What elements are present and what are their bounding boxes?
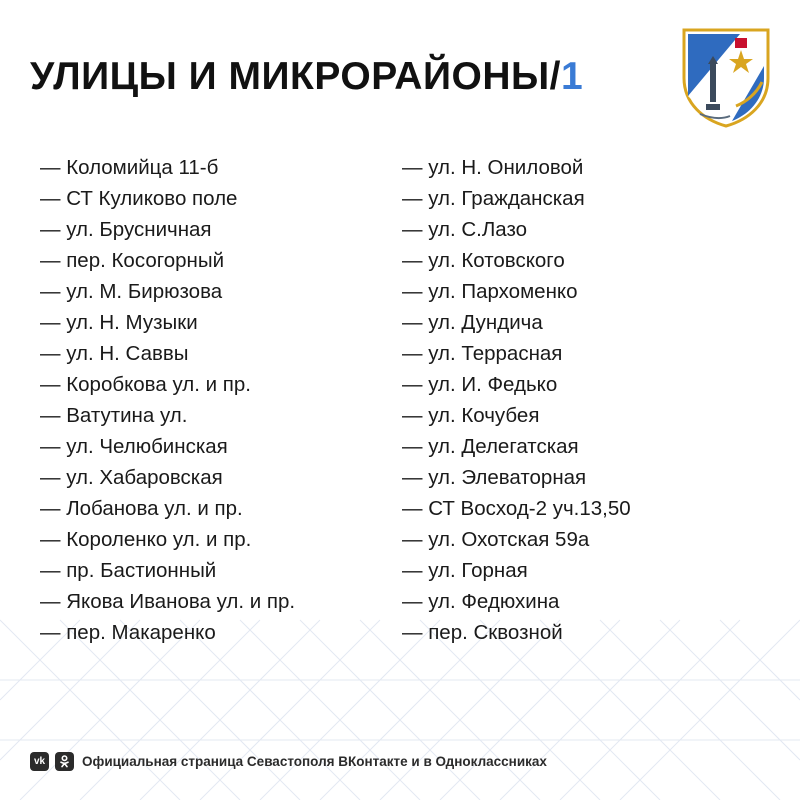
- list-item: — ул. Горная: [402, 559, 528, 582]
- street-list-right: [402, 152, 631, 648]
- list-item: — Коломийца 11-б: [40, 156, 219, 179]
- list-item: — ул. С.Лазо: [402, 218, 528, 241]
- list-item: — ул. Котовского: [402, 249, 565, 272]
- list-item: — ул. Делегатская: [402, 435, 579, 458]
- list-item: — Коробкова ул. и пр.: [40, 373, 251, 396]
- list-item: — ул. Н. Ониловой: [402, 156, 584, 179]
- list-item: — Короленко ул. и пр.: [40, 528, 252, 551]
- page-title: [30, 55, 583, 99]
- list-item: — ул. Охотская 59а: [402, 528, 590, 551]
- list-item: — СТ Восход-2 уч.13,50: [402, 497, 631, 520]
- street-list-left: [40, 152, 295, 648]
- list-item: — ул. Дундича: [402, 311, 543, 334]
- footer-text: Официальная страница Севастополя ВКонтакте и в Одноклассниках: [82, 753, 547, 769]
- list-item: — ул. Н. Музыки: [40, 311, 198, 334]
- list-item: — ул. Гражданская: [402, 187, 585, 210]
- list-item: — ул. М. Бирюзова: [40, 280, 223, 303]
- sevastopol-crest-logo: [680, 26, 772, 130]
- list-item: — пер. Сквозной: [402, 621, 563, 644]
- list-item: — Лобанова ул. и пр.: [40, 497, 243, 520]
- list-item: — пр. Бастионный: [40, 559, 217, 582]
- list-item: — Ватутина ул.: [40, 404, 188, 427]
- list-item: — ул. И. Федько: [402, 373, 558, 396]
- page-title-text: УЛИЦЫ И МИКРОРАЙОНЫ/: [30, 55, 561, 98]
- list-item: — СТ Куликово поле: [40, 187, 238, 210]
- list-item: — ул. Брусничная: [40, 218, 212, 241]
- page-number: 1: [561, 55, 584, 98]
- odnoklassniki-icon[interactable]: [55, 752, 74, 771]
- list-item: — пер. Косогорный: [40, 249, 225, 272]
- list-item: — ул. Пархоменко: [402, 280, 578, 303]
- list-item: — ул. Элеваторная: [402, 466, 587, 489]
- vk-icon[interactable]: vk: [30, 752, 49, 771]
- list-item: — ул. Террасная: [402, 342, 563, 365]
- list-item: — ул. Челюбинская: [40, 435, 228, 458]
- list-item: — ул. Кочубея: [402, 404, 540, 427]
- list-item: — ул. Хабаровская: [40, 466, 223, 489]
- list-item: — ул. Федюхина: [402, 590, 560, 613]
- list-item: — пер. Макаренко: [40, 621, 216, 644]
- list-item: — Якова Иванова ул. и пр.: [40, 590, 296, 613]
- list-item: — ул. Н. Саввы: [40, 342, 189, 365]
- footer: [30, 750, 547, 772]
